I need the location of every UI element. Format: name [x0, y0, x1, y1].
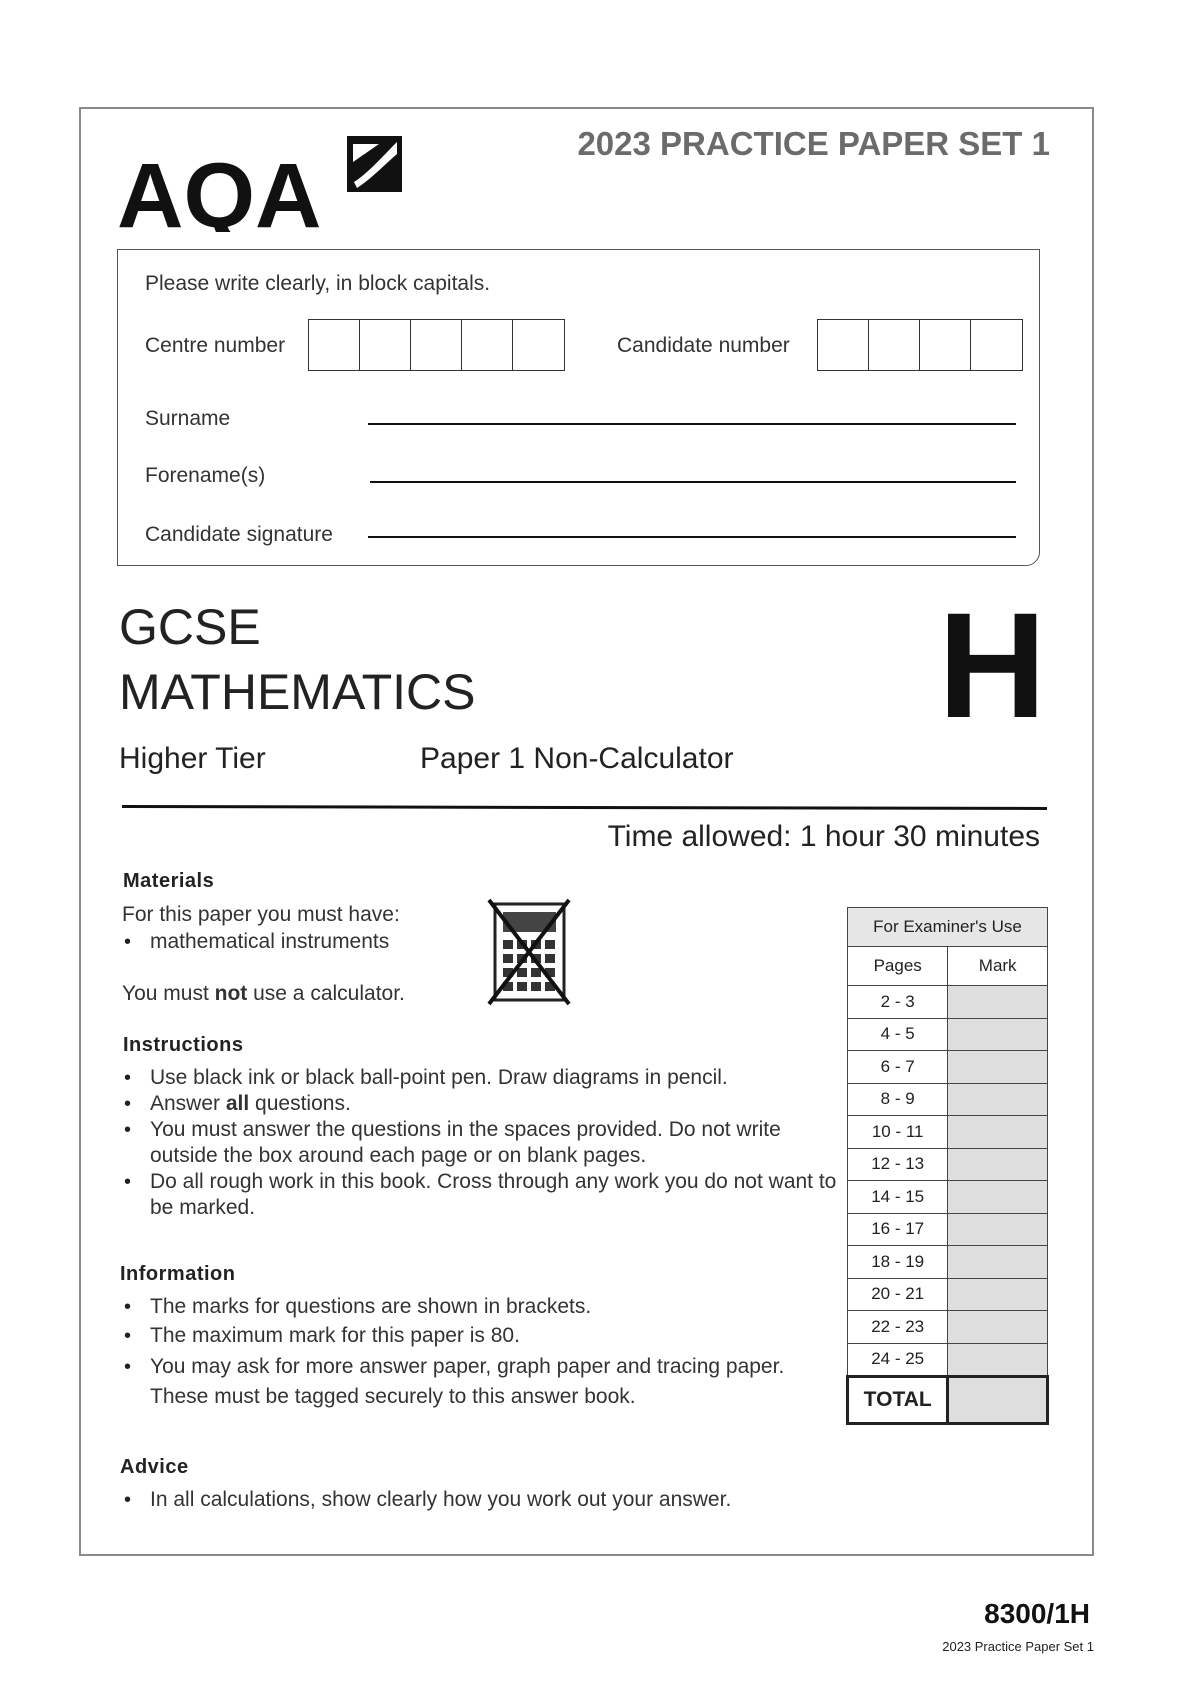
candidate-number-label: Candidate number: [617, 334, 790, 357]
aqa-logo: [117, 132, 407, 232]
mark-cell: [948, 1246, 1048, 1279]
mark-cell: [948, 1148, 1048, 1181]
pages-cell: 22 - 23: [848, 1311, 948, 1344]
pages-cell: 24 - 25: [848, 1343, 948, 1377]
pages-cell: 18 - 19: [848, 1246, 948, 1279]
mark-cell: [948, 1083, 1048, 1116]
tier-letter: H: [938, 581, 1047, 749]
total-label: TOTAL: [848, 1377, 948, 1424]
examiner-row: [848, 1116, 1048, 1149]
examiner-row: [848, 1181, 1048, 1214]
pages-cell: 12 - 13: [848, 1148, 948, 1181]
materials-item: • mathematical instruments: [122, 929, 502, 955]
mark-cell: [948, 1278, 1048, 1311]
instruction-item: • Use black ink or black ball-point pen. Draw diagrams in pencil.: [122, 1065, 842, 1091]
materials-intro: For this paper you must have:: [122, 903, 400, 926]
logo-text: AQA: [117, 145, 322, 232]
mark-cell: [948, 986, 1048, 1019]
candidate-details-box: [117, 249, 1040, 566]
no-calculator-icon: [487, 898, 572, 1006]
information-item: • You may ask for more answer paper, graph paper and tracing paper. These must be tagged securely to this answer book.: [122, 1352, 842, 1412]
information-item: • The maximum mark for this paper is 80.: [122, 1323, 842, 1349]
instruction-item: • Answer all questions.: [122, 1091, 842, 1117]
time-allowed: Time allowed: 1 hour 30 minutes: [607, 820, 1040, 853]
pages-cell: 8 - 9: [848, 1083, 948, 1116]
materials-list: [122, 929, 502, 955]
logo-mark-icon: [347, 136, 402, 192]
examiner-row: [848, 1343, 1048, 1377]
examiner-row: [848, 1051, 1048, 1084]
examiner-row: [848, 1018, 1048, 1051]
practice-paper-title: 2023 PRACTICE PAPER SET 1: [577, 125, 1050, 162]
mark-cell: [948, 1051, 1048, 1084]
paper-label: Paper 1 Non-Calculator: [420, 742, 734, 775]
mark-column-header: Mark: [948, 947, 1048, 986]
forenames-field[interactable]: [370, 481, 1016, 483]
calculator-note: You must not use a calculator.: [122, 982, 405, 1005]
advice-heading: Advice: [120, 1456, 189, 1478]
materials-heading: Materials: [123, 870, 215, 892]
total-mark-cell: [948, 1377, 1048, 1424]
centre-number-field[interactable]: [308, 319, 565, 371]
examiner-row: [848, 1246, 1048, 1279]
mark-cell: [948, 1116, 1048, 1149]
examiner-row: [848, 1148, 1048, 1181]
forenames-label: Forename(s): [145, 464, 266, 487]
qualification-title: GCSE: [119, 599, 261, 655]
examiner-row: [848, 1278, 1048, 1311]
candidate-number-field[interactable]: [817, 319, 1023, 371]
pages-cell: 4 - 5: [848, 1018, 948, 1051]
information-list: [122, 1294, 842, 1412]
advice-item: • In all calculations, show clearly how you work out your answer.: [122, 1487, 842, 1513]
pages-cell: 2 - 3: [848, 986, 948, 1019]
mark-cell: [948, 1181, 1048, 1214]
advice-list: [122, 1487, 842, 1513]
subject-title: MATHEMATICS: [119, 664, 476, 720]
mark-cell: [948, 1343, 1048, 1377]
instructions-list: [122, 1065, 842, 1221]
block-capitals-instruction: Please write clearly, in block capitals.: [145, 272, 491, 295]
instructions-heading: Instructions: [123, 1034, 244, 1056]
tier-label: Higher Tier: [119, 742, 266, 775]
title-divider: [122, 798, 1047, 804]
examiners-use-table: [846, 907, 1049, 1425]
footer-set-label: 2023 Practice Paper Set 1: [942, 1639, 1094, 1654]
surname-label: Surname: [145, 407, 231, 430]
paper-code: 8300/1H: [984, 1598, 1090, 1629]
instruction-item: • Do all rough work in this book. Cross through any work you do not want to be marked.: [122, 1169, 842, 1221]
examiner-row: [848, 1083, 1048, 1116]
examiner-row: [848, 986, 1048, 1019]
mark-cell: [948, 1213, 1048, 1246]
pages-cell: 14 - 15: [848, 1181, 948, 1214]
signature-label: Candidate signature: [145, 523, 333, 546]
signature-field[interactable]: [368, 536, 1016, 538]
pages-cell: 20 - 21: [848, 1278, 948, 1311]
information-heading: Information: [120, 1263, 236, 1285]
examiner-row: [848, 1213, 1048, 1246]
instruction-item: • You must answer the questions in the spaces provided. Do not write outside the box around each page or on blank pages.: [122, 1117, 842, 1169]
mark-cell: [948, 1018, 1048, 1051]
pages-column-header: Pages: [848, 947, 948, 986]
pages-cell: 10 - 11: [848, 1116, 948, 1149]
pages-cell: 16 - 17: [848, 1213, 948, 1246]
mark-cell: [948, 1311, 1048, 1344]
examiner-row: [848, 1311, 1048, 1344]
information-item: • The marks for questions are shown in brackets.: [122, 1294, 842, 1320]
centre-number-label: Centre number: [145, 334, 286, 357]
examiners-use-title: For Examiner's Use: [848, 908, 1048, 947]
surname-field[interactable]: [368, 423, 1016, 425]
pages-cell: 6 - 7: [848, 1051, 948, 1084]
